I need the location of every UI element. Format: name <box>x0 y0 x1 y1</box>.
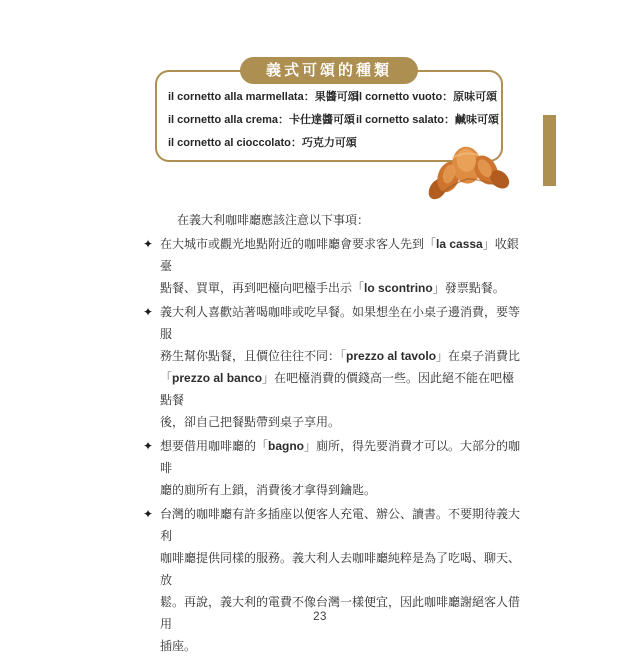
cornetto-item: il cornetto vuoto：原味可頌 <box>356 91 498 103</box>
note-text: 義大利人喜歡站著喝咖啡或吃早餐。如果想坐在小桌子邊消費，要等服 務生幫你點餐，且價位往往不同：「prezzo al tavolo」在桌子消費比 「prezzo al banco」在吧檯消費的價錢高一些。因此絕不能在吧檯點餐 後，卻自己把餐點帶到桌子享用。 <box>160 305 521 429</box>
cornetto-item: il cornetto salato：鹹味可頌 <box>356 114 500 126</box>
note-text: 想要借用咖啡廳的「bagno」廁所，得先要消費才可以。大部分的咖啡 廳的廁所有上鎖，消費後才拿得到鑰匙。 <box>160 439 521 497</box>
page-edge-tab <box>543 115 556 186</box>
note-item <box>143 503 525 657</box>
star-bullet-icon: ✦ <box>143 237 154 251</box>
star-bullet-icon: ✦ <box>143 439 154 453</box>
note-item <box>143 435 525 501</box>
star-bullet-icon: ✦ <box>143 507 154 521</box>
intro-line: 在義大利咖啡廳應該注意以下事項： <box>177 213 370 227</box>
page-number: 23 <box>313 611 327 623</box>
note-text: 台灣的咖啡廳有許多插座以便客人充電、辦公、讀書。不要期待義大利 咖啡廳提供同樣的服務。義大利人去咖啡廳純粹是為了吃喝、聊天、放 鬆。再說，義大利的電費不像台灣一樣便宜，因此咖啡廳謝絕客人借用 插座。 <box>160 507 521 653</box>
star-bullet-icon: ✦ <box>143 305 154 319</box>
note-item <box>143 301 525 433</box>
note-item <box>143 233 525 299</box>
cornetto-item: il cornetto alla crema：卡仕達醬可頌 <box>168 114 356 126</box>
notes-section <box>143 209 525 659</box>
cornetto-item: il cornetto alla marmellata：果醬可頌 <box>168 91 359 103</box>
box-title-badge: 義式可頌的種類 <box>240 57 418 84</box>
notes-list <box>143 233 525 657</box>
croissant-image <box>424 131 512 203</box>
cornetto-item: il cornetto al cioccolato：巧克力可頌 <box>168 137 357 149</box>
note-text: 在大城市或觀光地點附近的咖啡廳會要求客人先到「la cassa」收銀臺 點餐、買單，再到吧檯向吧檯手出示「lo scontrino」發票點餐。 <box>160 237 519 295</box>
